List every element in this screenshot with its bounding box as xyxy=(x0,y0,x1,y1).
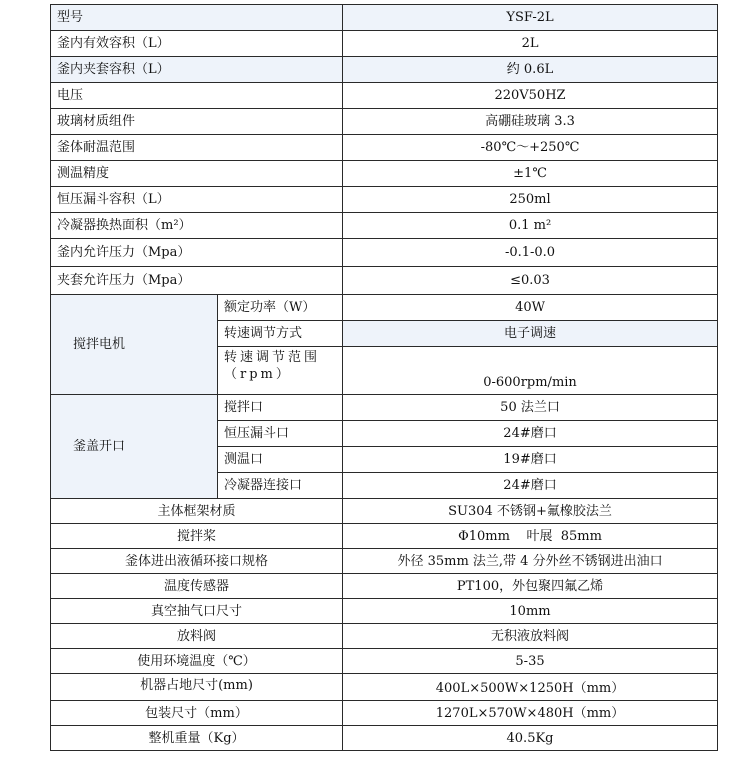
spec-value: 24#磨口 xyxy=(343,421,718,447)
spec-value: PT100，外包聚四氟乙烯 xyxy=(343,574,718,599)
spec-value: 1270L×570W×480H（mm） xyxy=(343,701,718,726)
table-row xyxy=(51,649,718,674)
table-row xyxy=(51,31,718,57)
table-row xyxy=(51,83,718,109)
table-row xyxy=(51,57,718,83)
table-row xyxy=(51,295,718,321)
spec-label: 恒压漏斗容积（L） xyxy=(51,187,343,213)
spec-value: 约 0.6L xyxy=(343,57,718,83)
spec-value: 40W xyxy=(343,295,718,321)
spec-label: 恒压漏斗口 xyxy=(218,421,343,447)
spec-label: 冷凝器连接口 xyxy=(218,473,343,499)
spec-value: 电子调速 xyxy=(343,321,718,347)
spec-label: 机器占地尺寸(mm) xyxy=(51,674,343,701)
spec-label: 测温精度 xyxy=(51,161,343,187)
table-row xyxy=(51,239,718,267)
spec-value: -0.1-0.0 xyxy=(343,239,718,267)
spec-value: 高硼硅玻璃 3.3 xyxy=(343,109,718,135)
table-row xyxy=(51,674,718,701)
spec-label: 冷凝器换热面积（m²） xyxy=(51,213,343,239)
spec-label: 釜内夹套容积（L） xyxy=(51,57,343,83)
table-row xyxy=(51,701,718,726)
group-label-motor: 搅拌电机 xyxy=(51,295,218,395)
spec-value: 400L×500W×1250H（mm） xyxy=(343,674,718,701)
table-row xyxy=(51,549,718,574)
spec-value: 10mm xyxy=(343,599,718,624)
spec-value: ≤0.03 xyxy=(343,267,718,295)
spec-value: -80℃～+250℃ xyxy=(343,135,718,161)
spec-value: 40.5Kg xyxy=(343,726,718,751)
spec-label: 搅拌口 xyxy=(218,395,343,421)
spec-label: 测温口 xyxy=(218,447,343,473)
spec-value: ±1℃ xyxy=(343,161,718,187)
table-row xyxy=(51,524,718,549)
spec-label: 额定功率（W） xyxy=(218,295,343,321)
spec-value: SU304 不锈钢+氟橡胶法兰 xyxy=(343,499,718,524)
spec-label: 主体框架材质 xyxy=(51,499,343,524)
table-row xyxy=(51,109,718,135)
spec-value: 2L xyxy=(343,31,718,57)
spec-label: 转速调节范围（rpm） xyxy=(218,347,343,395)
table-row xyxy=(51,624,718,649)
spec-label: 搅拌桨 xyxy=(51,524,343,549)
table-row xyxy=(51,267,718,295)
spec-value: 0.1 m² xyxy=(343,213,718,239)
spec-value: 0-600rpm/min xyxy=(343,347,718,395)
spec-label: 放料阀 xyxy=(51,624,343,649)
table-row xyxy=(51,726,718,751)
table-row xyxy=(51,395,718,421)
spec-label: 夹套允许压力（Mpa） xyxy=(51,267,343,295)
table-row xyxy=(51,599,718,624)
spec-value: 无积液放料阀 xyxy=(343,624,718,649)
spec-table xyxy=(50,4,718,751)
spec-label: 整机重量（Kg） xyxy=(51,726,343,751)
table-row xyxy=(51,213,718,239)
spec-value: YSF-2L xyxy=(343,5,718,31)
spec-label: 转速调节方式 xyxy=(218,321,343,347)
spec-label: 真空抽气口尺寸 xyxy=(51,599,343,624)
group-label-lid: 釜盖开口 xyxy=(51,395,218,499)
spec-label: 电压 xyxy=(51,83,343,109)
spec-label: 釜体耐温范围 xyxy=(51,135,343,161)
spec-label: 釜内有效容积（L） xyxy=(51,31,343,57)
spec-label: 釜体进出液循环接口规格 xyxy=(51,549,343,574)
spec-value: 外径 35mm 法兰,带 4 分外丝不锈钢进出油口 xyxy=(343,549,718,574)
table-row xyxy=(51,574,718,599)
spec-value: 250ml xyxy=(343,187,718,213)
spec-label: 温度传感器 xyxy=(51,574,343,599)
spec-label: 玻璃材质组件 xyxy=(51,109,343,135)
spec-value: 5-35 xyxy=(343,649,718,674)
table-row xyxy=(51,135,718,161)
spec-value: Φ10mm 叶展 85mm xyxy=(343,524,718,549)
spec-label: 使用环境温度（℃） xyxy=(51,649,343,674)
table-row xyxy=(51,187,718,213)
spec-value: 24#磨口 xyxy=(343,473,718,499)
table-row xyxy=(51,161,718,187)
spec-value: 19#磨口 xyxy=(343,447,718,473)
spec-value: 50 法兰口 xyxy=(343,395,718,421)
spec-label: 釜内允许压力（Mpa） xyxy=(51,239,343,267)
spec-label: 型号 xyxy=(51,5,343,31)
spec-label: 包装尺寸（mm） xyxy=(51,701,343,726)
spec-value: 220V50HZ xyxy=(343,83,718,109)
table-row xyxy=(51,5,718,31)
table-row xyxy=(51,499,718,524)
